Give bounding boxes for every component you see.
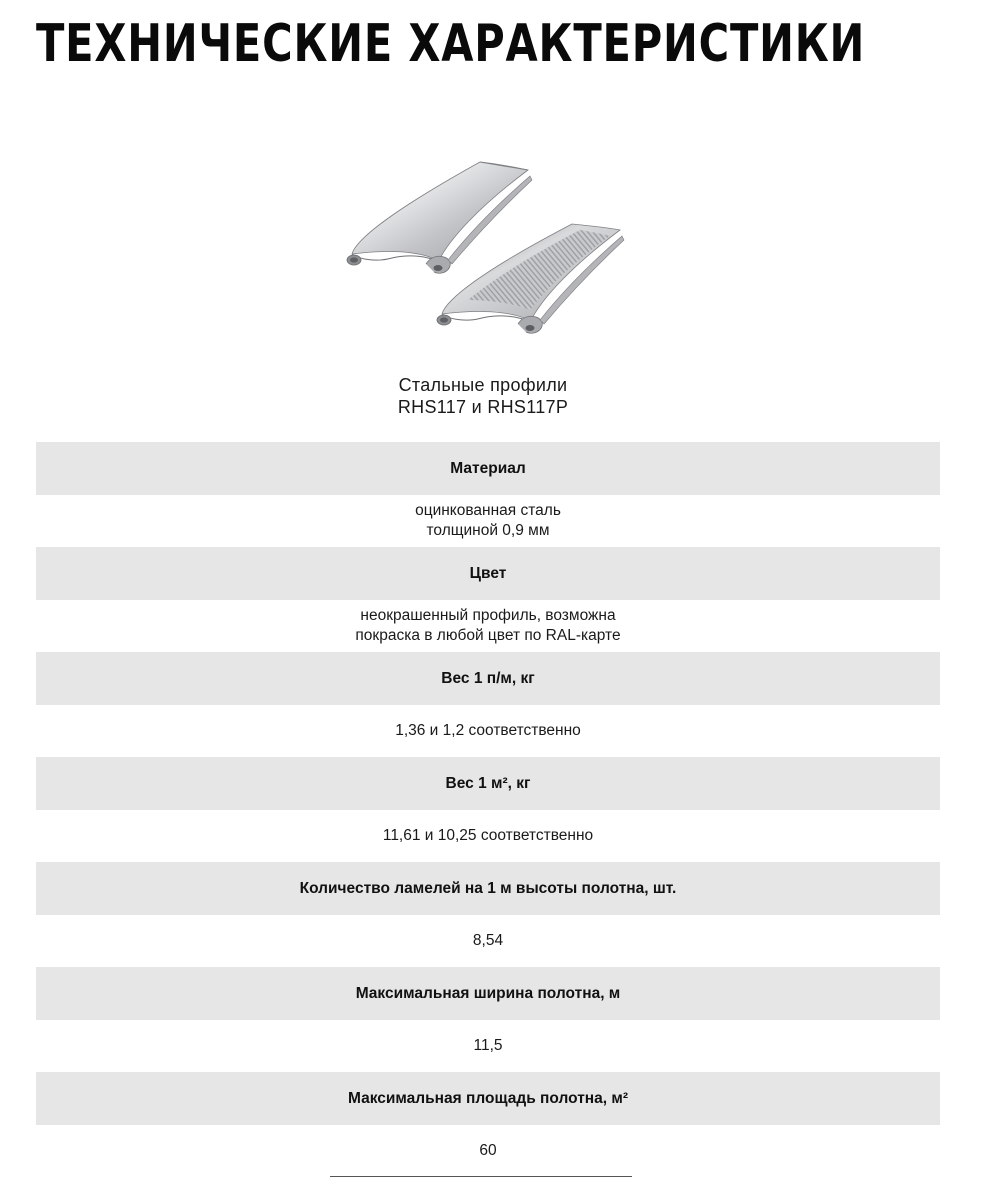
steel-profiles-image (330, 150, 630, 350)
caption-line-2: RHS117 и RHS117P (397, 397, 569, 417)
spec-label-weight-per-sqm: Вес 1 м², кг (36, 757, 940, 810)
spec-value-max-width (36, 1020, 940, 1072)
spec-value-line: 11,5 (473, 1037, 503, 1054)
footer-divider (330, 1176, 632, 1177)
spec-value-line: неокрашенный профиль, возможна (360, 607, 616, 624)
caption-line-1: Стальные профили (398, 375, 568, 395)
spec-label-max-width: Максимальная ширина полотна, м (36, 967, 940, 1020)
image-caption (0, 374, 966, 418)
spec-value-line: 1,36 и 1,2 соответственно (395, 722, 581, 739)
spec-label-weight-per-meter: Вес 1 п/м, кг (36, 652, 940, 705)
specs-table (36, 442, 940, 1177)
spec-label-slats-per-meter: Количество ламелей на 1 м высоты полотна, шт. (36, 862, 940, 915)
spec-value-line: оцинкованная сталь (415, 502, 561, 519)
spec-value-line: покраска в любой цвет по RAL-карте (355, 627, 621, 644)
spec-value-slats-per-meter (36, 915, 940, 967)
spec-value-weight-per-sqm (36, 810, 940, 862)
spec-value-line: толщиной 0,9 мм (426, 522, 550, 539)
spec-value-max-area (36, 1125, 940, 1177)
spec-value-line: 11,61 и 10,25 соответственно (382, 827, 594, 844)
spec-label-max-area: Максимальная площадь полотна, м² (36, 1072, 940, 1125)
page-title: ТЕХНИЧЕСКИЕ ХАРАКТЕРИСТИКИ (36, 14, 866, 74)
spec-value-color (36, 600, 940, 652)
spec-label-color: Цвет (36, 547, 940, 600)
spec-value-line: 60 (479, 1142, 497, 1159)
profile-rhs117 (347, 162, 532, 273)
spec-label-material: Материал (36, 442, 940, 495)
spec-value-line: 8,54 (472, 932, 504, 949)
spec-value-material (36, 495, 940, 547)
spec-value-weight-per-meter (36, 705, 940, 757)
